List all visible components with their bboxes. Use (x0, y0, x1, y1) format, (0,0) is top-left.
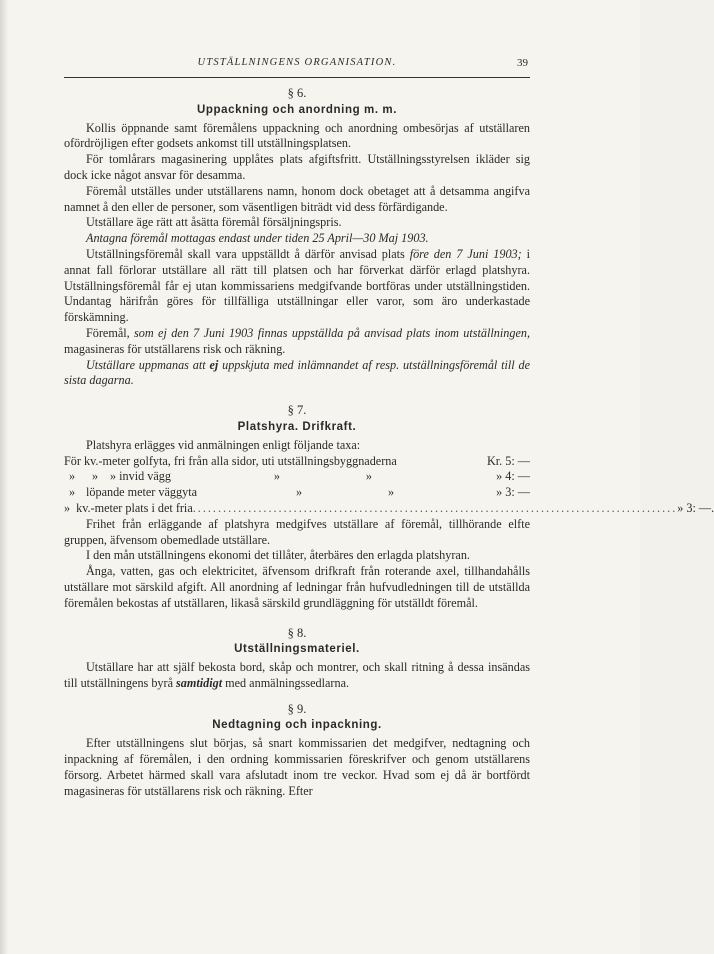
fee-row (64, 500, 714, 517)
section-7-intro: Platshyra erlägges vid anmälningen enligt följande taxa: (86, 437, 361, 452)
section-7-title: Platshyra. Drifkraft. (237, 420, 357, 433)
fee-description: löpande meter väggyta (86, 485, 197, 500)
spacer (64, 612, 530, 626)
italic-run: Utställare uppmanas att (86, 357, 206, 372)
section-7-paragraph: I den mån utställningens ekonomi det tillåter, återbäres den erlagda platshyran. (86, 548, 470, 563)
italic-run: som ej den 7 Juni 1903 finnas uppställda på anvisad plats inom utställningen, (134, 325, 531, 340)
fee-description: kv.-meter plats i det fria (76, 500, 193, 515)
fee-description: För kv.-meter golfyta, fri från alla sidor, uti utställningsbyggnaderna (64, 453, 397, 468)
ditto-mark: » (91, 469, 99, 484)
fee-table (64, 453, 714, 517)
italic-run: uppskjuta med inlämnandet af resp. utställningsföremål till de sista dagarna. (64, 357, 531, 388)
fee-description: » invid vägg (110, 469, 171, 484)
running-title: UTSTÄLLNINGENS ORGANISATION. (197, 57, 397, 68)
section-7-number: § 7. (287, 403, 307, 418)
ditto-mark: » (387, 485, 395, 500)
spacer (64, 389, 530, 403)
fee-row (64, 469, 530, 485)
fee-amount: » 3: — (496, 485, 530, 500)
section-9-title: Nedtagning och inpackning. (212, 719, 382, 732)
ditto-mark: » (273, 469, 280, 484)
section-6-paragraph (64, 326, 530, 358)
section-6-paragraph: Föremål utställes under utställarens namn, honom dock obetaget att å detsamma angifva namnet å den eller de personer, som väsentligen biträdt vid dess förfärdigande. (64, 183, 530, 214)
fee-row (64, 485, 530, 501)
fee-row (64, 454, 530, 470)
text-run: Föremål, (86, 325, 130, 340)
text-run: Utställningsföremål skall vara uppställdt å därför anvisad plats (86, 246, 405, 261)
section-9-number: § 9. (287, 701, 307, 716)
section-6-title: Uppackning och anordning m. m. (196, 103, 398, 116)
text-run: magasineras för utställarens risk och räkning. (64, 341, 286, 356)
ditto-mark: » (68, 485, 76, 500)
section-9-paragraph: Efter utställningens slut börjas, så snart kommissarien det medgifver, nedtagning och inpackning af föremålen, i den ordning kommissarien föreskrifver och genom utställarens försorg. Arbetet härmed skall vara afslutadt inom tre veckor. Hvad som ej då är bortfördt magasineras för utställarens risk och räkning. Efter (64, 736, 530, 798)
page-header (64, 57, 530, 78)
ditto-mark: » (295, 485, 303, 500)
page-edge-shadow (0, 0, 8, 954)
bold-run: samtidigt (176, 675, 223, 690)
fee-amount: Kr. 5: — (487, 453, 530, 468)
section-6-paragraph: Kollis öppnande samt föremålens uppackning och anordning ombesörjas af utställaren ofördröjligen efter godsets ankomst till utställningsplatsen. (64, 120, 530, 151)
spacer (64, 692, 530, 702)
fee-amount: » 4: — (496, 469, 530, 484)
section-6-deadline: Antagna föremål mottagas endast under tiden 25 April—30 Maj 1903. (86, 231, 429, 246)
bold-run: ej (209, 357, 219, 372)
ditto-mark: » (64, 500, 71, 515)
section-8-number: § 8. (287, 625, 307, 640)
page-number: 39 (517, 57, 528, 69)
text-run: Utställare har att själf bekosta bord, skåp och montrer, och skall ritning å dessa insändas till utställningens byrå (64, 660, 530, 690)
leader-dots: ................................................................................................ (192, 500, 678, 515)
section-6-paragraph: Utställare äge rätt att åsätta föremål försäljningspris. (86, 215, 342, 230)
text-run: i annat fall förlorar utställare all rätt till platsen och har förverkat därför erlagd platshyra. Utställningsföremål får ej utan kommissariens medgifvande bortföras under utställningstiden. Undantag härifrån göres för tillfälliga utställningar eller varor, som äro underkastade förskämning. (64, 246, 531, 325)
ditto-mark: » (365, 469, 372, 484)
section-8-paragraph (64, 660, 530, 692)
section-6-number: § 6. (287, 86, 307, 100)
section-7-paragraph: Ånga, vatten, gas och elektricitet, äfvensom drifkraft från roterande axel, tillhandahålls utställare mot särskild afgift. All anordning af ledningar från hufvudledningen till de utställda föremålen bekostas af utställaren, likaså särskild grundläggning för utställdt föremål. (64, 564, 530, 610)
section-6-paragraph (64, 358, 530, 390)
section-6-paragraph: För tomlårars magasinering upplåtes plats afgiftsfritt. Utställningsstyrelsen ikläder sig dock icke något ansvar för desamma. (64, 152, 530, 182)
section-8-title: Utställningsmateriel. (234, 643, 360, 656)
ditto-mark: » (68, 469, 76, 484)
italic-run: före den 7 Juni 1903; (409, 246, 522, 261)
section-6-paragraph (64, 247, 530, 326)
page-body (64, 86, 714, 799)
fee-amount: » 3: —. (677, 500, 714, 515)
section-7-paragraph: Frihet från erläggande af platshyra medgifves utställare af föremål, tillhörande elfte gruppen, äfvensom obemedlade utställare. (64, 516, 530, 547)
text-run: med anmälningssedlarna. (225, 675, 350, 690)
